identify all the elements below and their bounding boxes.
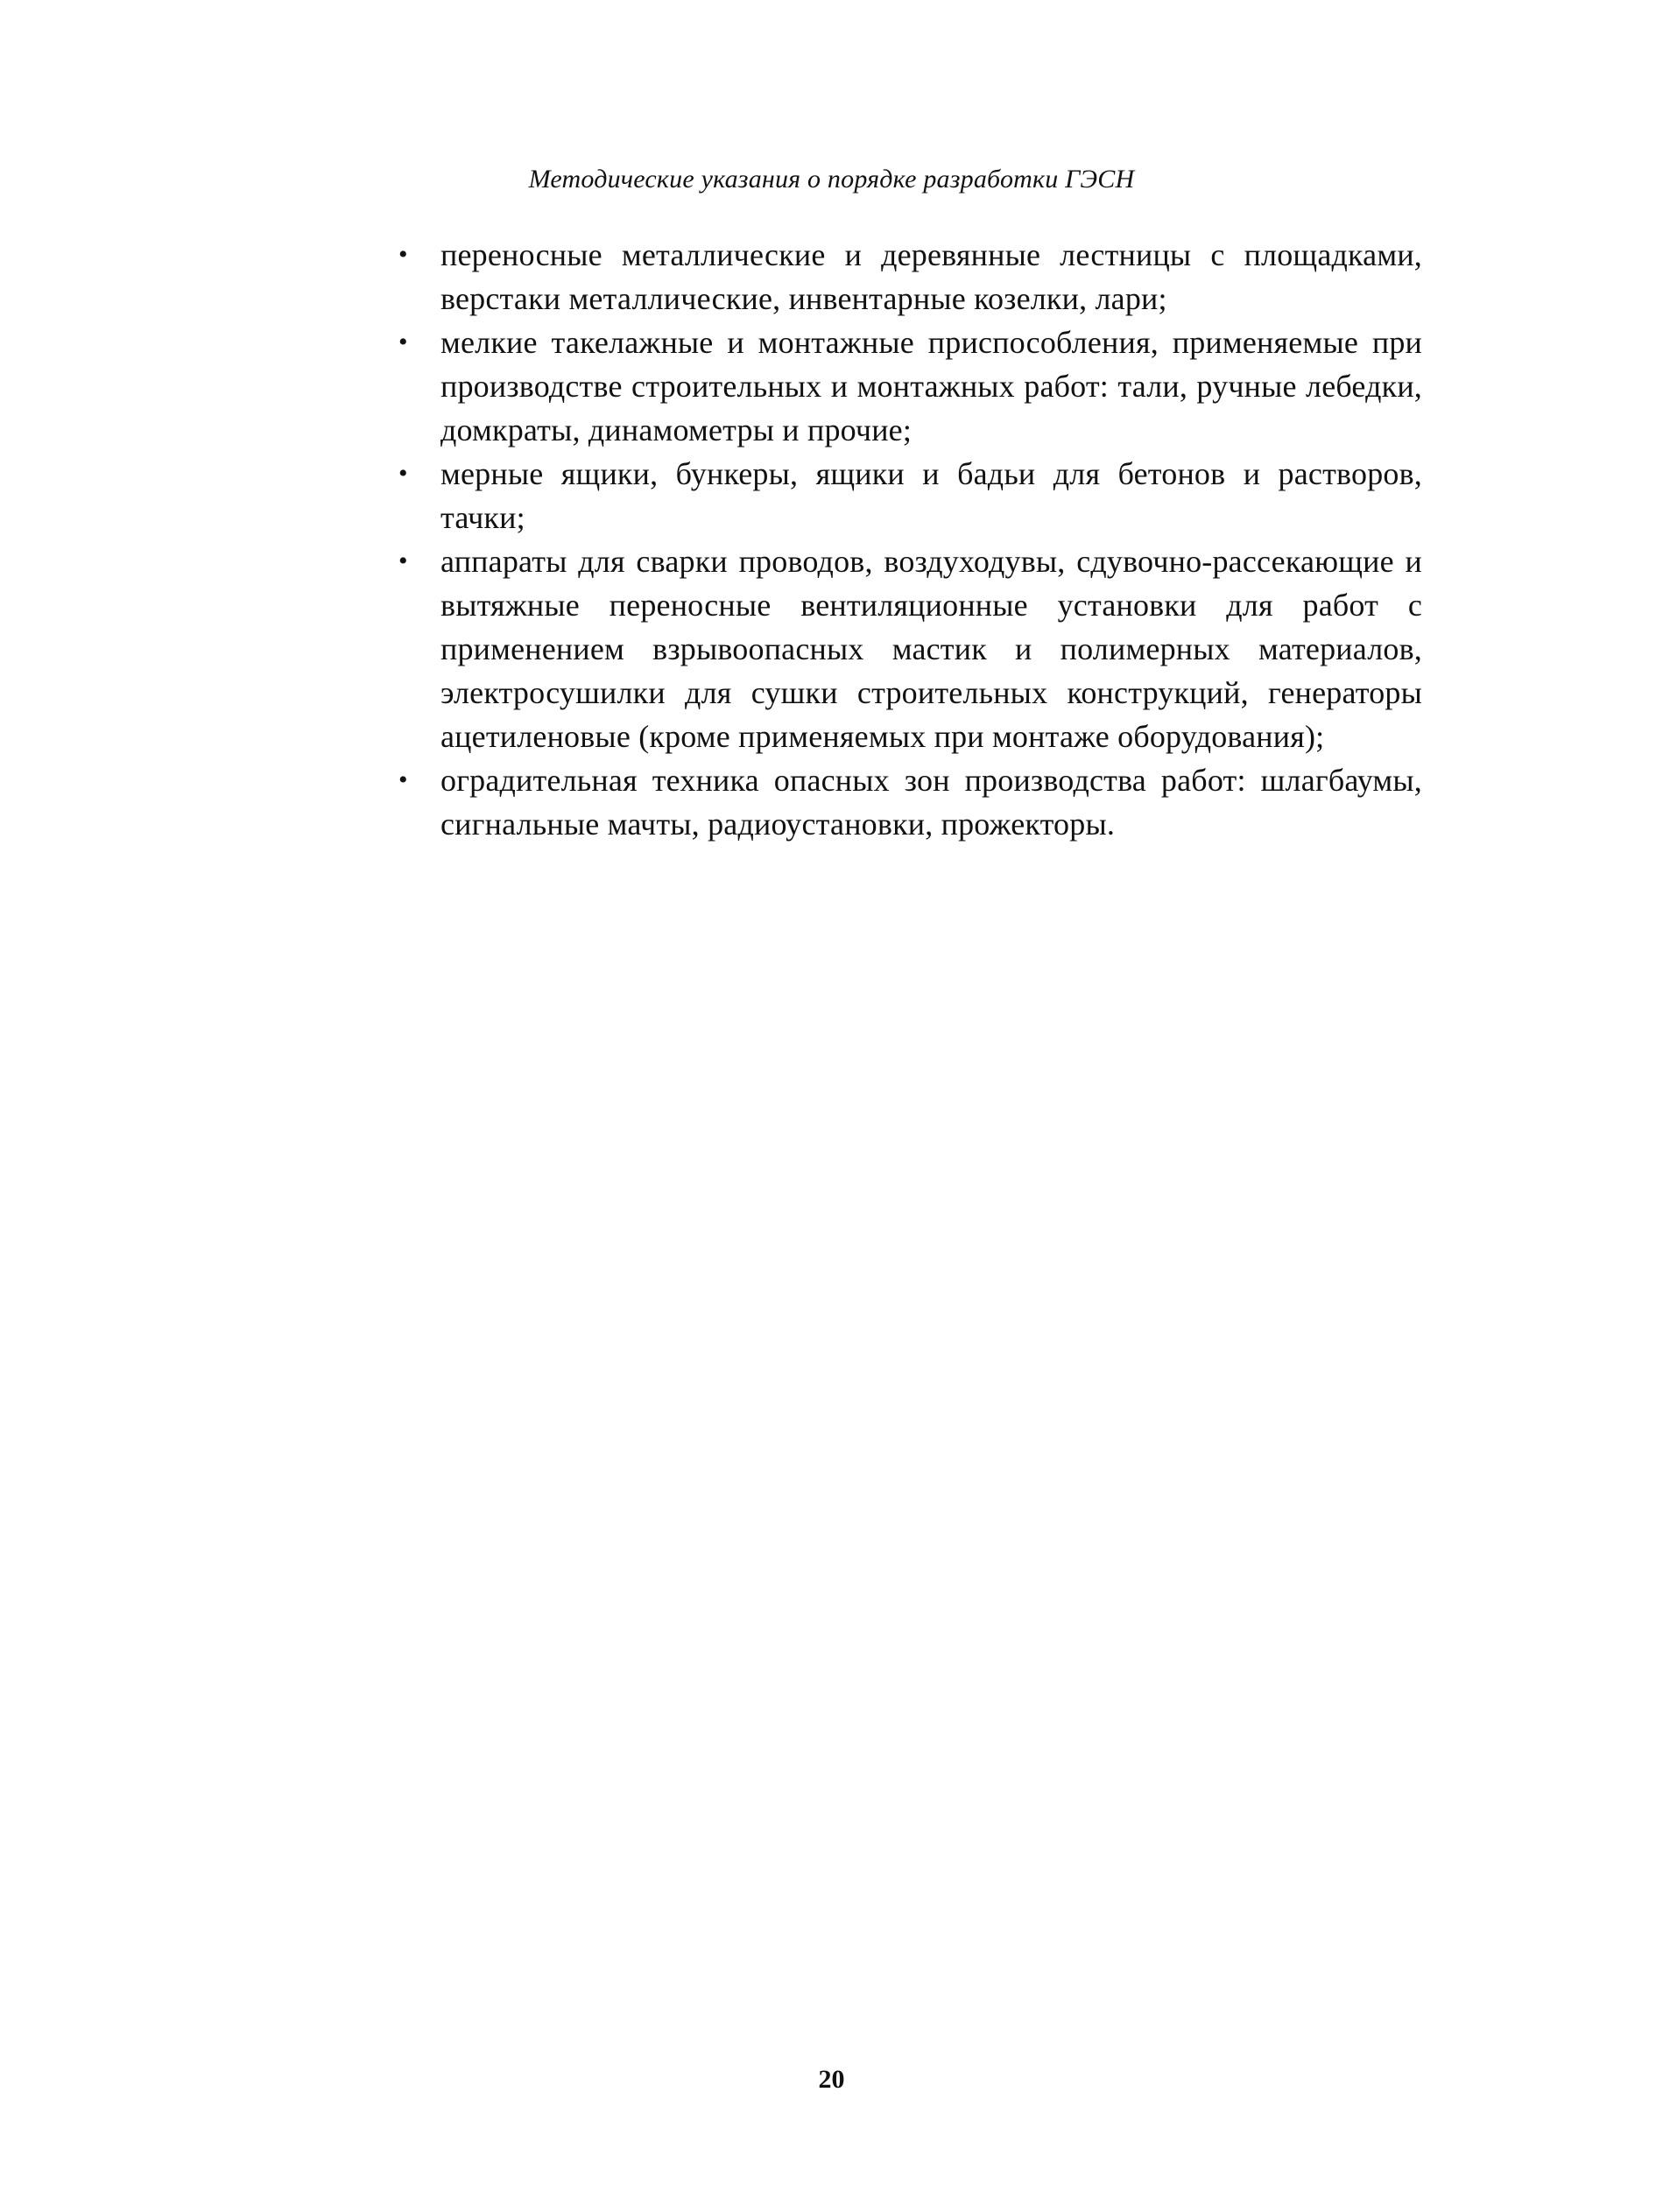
list-item-text: аппараты для сварки проводов, воздуходувы, сдувочно-рассекающие и вытяжные переносные вентиляционные установки для работ с применением взрывоопасных мастик и полимерных материалов, электросушилки для сушки строительных конструкций, генераторы ацетиленовые (кроме применяемых при монтаже оборудования);: [440, 544, 1422, 754]
bullet-icon: •: [398, 765, 408, 794]
list-item-text: мелкие такелажные и монтажные приспособления, применяемые при производстве строительных и монтажных работ: тали, ручные лебедки, домкраты, динамометры и прочие;: [440, 325, 1422, 447]
bullet-icon: •: [398, 546, 408, 575]
list-item-text: переносные металлические и деревянные лестницы с площадками, верстаки металлические, инвентарные козелки, лари;: [440, 237, 1422, 316]
bullet-icon: •: [398, 328, 408, 356]
list-item: [398, 452, 1422, 539]
list-item: [398, 321, 1422, 452]
list-item: [398, 539, 1422, 758]
bullet-icon: •: [398, 459, 408, 488]
list-item: [398, 758, 1422, 846]
running-header: Методические указания о порядке разработки ГЭСН: [528, 165, 1135, 194]
equipment-bullet-list: [398, 233, 1422, 846]
list-item: [398, 233, 1422, 321]
list-item-text: оградительная техника опасных зон производства работ: шлагбаумы, сигнальные мачты, радиоустановки, прожекторы.: [440, 763, 1422, 842]
bullet-icon: •: [398, 240, 408, 269]
list-item-text: мерные ящики, бункеры, ящики и бадьи для бетонов и растворов, тачки;: [440, 456, 1422, 535]
page-number: 20: [818, 2065, 845, 2094]
